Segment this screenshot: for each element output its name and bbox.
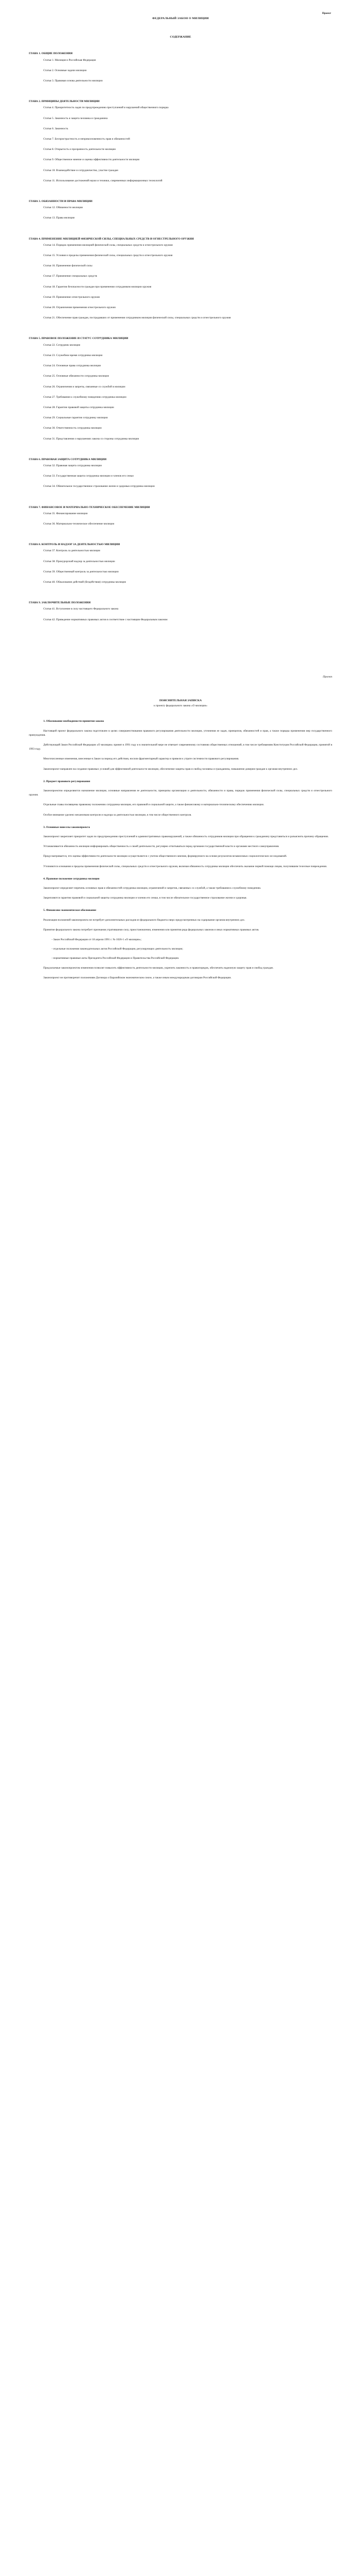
toc-gap: [29, 227, 332, 230]
toc-gap: [29, 628, 332, 631]
toc-article: Статья 12. Обязанности милиции: [43, 206, 83, 210]
explanatory-list-item: - отдельные положения законодательных актов Российской Федерации, регулирующих деятельность милиции;: [52, 947, 183, 951]
toc-article: Статья 37. Контроль за деятельностью милиции: [43, 549, 101, 553]
explanatory-section-heading: 3. Основные новеллы законопроекта: [43, 825, 90, 829]
explanatory-paragraph: Действующий Закон Российской Федерации «О милиции» принят в 1991 году и в значительной мере не отвечает современному состоянию общественных отношений, в том числе требованиям Конституции Российской Федерации, принятой в 1993 году.: [29, 743, 332, 751]
explanatory-section-heading: 4. Правовое положение сотрудника милиции: [43, 877, 100, 880]
toc-article: Статья 31. Представления о нарушениях закона со стороны сотрудника милиции: [43, 437, 139, 440]
signature-label: Проект: [322, 675, 332, 679]
explanatory-list-item: - нормативные правовые акты Президента Российской Федерации и Правительства Российской Федерации.: [52, 957, 179, 960]
toc-article: Статья 22. Сотрудник милиции: [43, 343, 80, 347]
explanatory-section-heading: 2. Предмет правового регулирования: [43, 779, 90, 783]
toc-article: Статья 13. Права милиции: [43, 216, 75, 220]
explanatory-list-item: - Закон Российской Федерации от 18 апреля 1991 г. № 1026-1 «О милиции»;: [52, 938, 142, 942]
toc-article: Статья 8. Открытость и прозрачность деятельности милиции: [43, 148, 116, 151]
explanatory-paragraph: Закрепляются гарантии правовой и социальной защиты сотрудника милиции и членов его семьи, в том числе обязательное государственное страхование жизни и здоровья.: [43, 896, 247, 900]
toc-chapter-heading: ГЛАВА 6. ПРАВОВАЯ ЗАЩИТА СОТРУДНИКА МИЛИЦИИ: [29, 457, 107, 461]
toc-gap: [29, 326, 332, 329]
explanatory-paragraph: Принятие федерального закона потребует признания утратившими силу, приостановления, изменения или принятия ряда федеральных законов и иных нормативных правовых актов.: [43, 928, 259, 931]
toc-article: Статья 25. Основные обязанности сотрудника милиции: [43, 375, 109, 378]
toc-gap: [29, 495, 332, 498]
toc-chapter-heading: ГЛАВА 9. ЗАКЛЮЧИТЕЛЬНЫЕ ПОЛОЖЕНИЯ: [29, 601, 91, 605]
toc-article: Статья 41. Вступление в силу настоящего Федерального закона: [43, 607, 119, 611]
toc-article: Статья 9. Общественное мнение и оценка эффективности деятельности милиции: [43, 158, 140, 162]
toc-article: Статья 18. Гарантии безопасности граждан при применении сотрудником милиции оружия: [43, 285, 152, 289]
toc-chapter-heading: ГЛАВА 4. ПРИМЕНЕНИЕ МИЛИЦИЕЙ ФИЗИЧЕСКОЙ СИЛЫ, СПЕЦИАЛЬНЫХ СРЕДСТВ И ОГНЕСТРЕЛЬНОГО ОРУЖИЯ: [29, 237, 194, 241]
toc-gap: [29, 590, 332, 594]
toc-gap: [29, 532, 332, 535]
explanatory-paragraph: Предусматривается, что оценка эффективности деятельности милиции осуществляется с учетом общественного мнения, формируемого на основе результатов независимых социологических исследований.: [43, 855, 287, 858]
explanatory-paragraph: Настоящий проект федерального закона подготовлен в целях совершенствования правового регулирования деятельности милиции, уточнения ее задач, принципов, обязанностей и прав, а также порядка применения мер государственного принуждения.: [29, 729, 332, 737]
explanatory-paragraph: Законопроектом определяются назначение милиции, основные направления ее деятельности, принципы организации и деятельности, обязанности и права, порядок применения физической силы, специальных средств и огнестрельного оружия.: [29, 789, 332, 797]
explanatory-paragraph: Законопроект направлен на создание правовых условий для эффективной деятельности милиции, обеспечение защиты прав и свобод человека и гражданина, повышение доверия граждан к органам внутренних дел.: [43, 767, 298, 771]
toc-article: Статья 10. Взаимодействие и сотрудничество, участие граждан: [43, 168, 119, 172]
draft-label: Проект: [322, 12, 331, 15]
explanatory-title: ПОЯСНИТЕЛЬНАЯ ЗАПИСКА: [159, 699, 202, 702]
toc-chapter-heading: ГЛАВА 2. ПРИНЦИПЫ ДЕЯТЕЛЬНОСТИ МИЛИЦИИ: [29, 100, 100, 104]
toc-chapter-heading: ГЛАВА 3. ОБЯЗАННОСТИ И ПРАВА МИЛИЦИИ: [29, 200, 93, 204]
explanatory-paragraph: Законопроект определяет перечень основных прав и обязанностей сотрудника милиции, ограничений и запретов, связанных со службой, а также требования к служебному поведению.: [43, 887, 261, 890]
explanatory-section-heading: 5. Финансово-экономическое обоснование: [43, 909, 96, 912]
toc-article: Статья 7. Беспристрастность и неприкосновенность прав и обязанностей: [43, 138, 130, 141]
toc-article: Статья 1. Милиция и Российская Федерация: [43, 58, 96, 62]
toc-article: Статья 23. Служебное время сотрудника милиции: [43, 353, 103, 357]
explanatory-paragraph: Уточняются основания и пределы применения физической силы, специальных средств и огнестрельного оружия, включая обязанность сотрудника милиции обеспечить оказание первой помощи лицам, получившим телесные повреждения.: [43, 865, 327, 868]
toc-title: СОДЕРЖАНИЕ: [170, 36, 191, 39]
toc-article: Статья 17. Применение специальных средств: [43, 275, 97, 278]
toc-article: Статья 15. Условия и пределы применения физической силы, специальных средств и огнестрельного оружия: [43, 254, 173, 258]
toc-article: Статья 3. Правовая основа деятельности милиции: [43, 79, 103, 83]
explanatory-paragraph: Отдельные главы посвящены правовому положению сотрудника милиции, его правовой и социальной защите, а также финансовому и материально-техническому обеспечению милиции.: [43, 803, 265, 807]
toc-article: Статья 19. Применение огнестрельного оружия: [43, 295, 100, 299]
explanatory-closing-paragraph: Законопроект не противоречит положениям Договора о Евразийском экономическом союзе, а также иным международным договорам Российской Федерации.: [43, 976, 232, 979]
toc-article: Статья 34. Обязательное государственное страхование жизни и здоровья сотрудника милиции: [43, 485, 155, 488]
toc-article: Статья 2. Основные задачи милиции: [43, 69, 87, 72]
toc-article: Статья 4. Приоритетность задач по предупреждению преступлений и нарушений общественного порядка: [43, 106, 169, 110]
toc-article: Статья 5. Законность и защита человека и гражданина: [43, 116, 108, 120]
toc-gap: [29, 447, 332, 450]
explanatory-section-heading: 1. Обоснование необходимости принятия закона: [43, 720, 104, 723]
toc-article: Статья 24. Основные права сотрудника милиции: [43, 364, 101, 368]
toc-article: Статья 32. Правовая защита сотрудника милиции: [43, 464, 102, 467]
toc-article: Статья 39. Общественный контроль за деятельностью милиции: [43, 570, 119, 573]
toc-chapter-heading: ГЛАВА 5. ПРАВОВОЕ ПОЛОЖЕНИЕ И СТАТУС СОТРУДНИКА МИЛИЦИИ: [29, 337, 128, 341]
toc-article: Статья 26. Ограничения и запреты, связанные со службой в милиции: [43, 385, 125, 388]
toc-article: Статья 40. Обжалование действий (бездействия) сотрудника милиции: [43, 580, 126, 584]
toc-article: Статья 27. Требования к служебному поведению сотрудника милиции: [43, 395, 126, 399]
toc-article: Статья 35. Финансирование милиции: [43, 512, 88, 515]
toc-gap: [29, 189, 332, 192]
toc-article: Статья 20. Ограничения применения огнестрельного оружия: [43, 306, 116, 310]
toc-article: Статья 16. Применение физической силы: [43, 264, 92, 268]
toc-article: Статья 14. Порядок применения милицией физической силы, специальных средств и огнестрельного оружия: [43, 243, 173, 247]
explanatory-paragraph: Законопроект закрепляет приоритет задач по предупреждению преступлений и административных правонарушений, а также обязанность сотрудников милиции при обращении к гражданину представиться и разъяснить причину обращения.: [43, 835, 329, 839]
explanatory-paragraph: Реализация положений законопроекта не потребует дополнительных расходов из федерального бюджета сверх предусмотренных на содержание органов внутренних дел.: [43, 918, 245, 922]
toc-article: Статья 42. Приведение нормативных правовых актов в соответствие с настоящим Федеральным законом: [43, 618, 168, 621]
explanatory-paragraph: Устанавливается обязанность милиции информировать общественность о своей деятельности, регулярно отчитываться перед органами государственной власти и органами местного самоуправления.: [43, 845, 280, 849]
toc-article: Статья 29. Социальные гарантии сотруднику милиции: [43, 416, 108, 420]
toc-article: Статья 11. Использование достижений науки и техники, современных информационных технологий: [43, 179, 162, 182]
toc-article: Статья 33. Государственная защита сотрудника милиции и членов его семьи: [43, 474, 134, 478]
toc-chapter-heading: ГЛАВА 1. ОБЩИЕ ПОЛОЖЕНИЯ: [29, 52, 73, 56]
explanatory-subtitle: к проекту федерального закона «О милиции»: [154, 704, 207, 708]
toc-article: Статья 21. Обеспечение прав граждан, пострадавших от применения сотрудником милиции физической силы, специальных средств и огнестрельного оружия: [43, 316, 231, 320]
toc-chapter-heading: ГЛАВА 7. ФИНАНСОВОЕ И МАТЕРИАЛЬНО-ТЕХНИЧЕСКОЕ ОБЕСПЕЧЕНИЕ МИЛИЦИИ: [29, 505, 150, 509]
toc-article: Статья 30. Ответственность сотрудника милиции: [43, 427, 102, 430]
explanatory-paragraph: Многочисленные изменения, внесенные в Закон за период его действия, носили фрагментарный характер и привели к утрате системности правового регулирования.: [43, 757, 239, 761]
toc-article: Статья 38. Прокурорский надзор за деятельностью милиции: [43, 560, 115, 563]
explanatory-closing-paragraph: Предлагаемые законопроектом изменения позволят повысить эффективность деятельности милиции, укрепить законность и правопорядок, обеспечить надежную защиту прав и свобод граждан.: [43, 966, 274, 970]
toc-gap: [29, 89, 332, 92]
law-title: ФЕДЕРАЛЬНЫЙ ЗАКОН О МИЛИЦИИ: [152, 17, 209, 20]
toc-article: Статья 36. Материально-техническое обеспечение милиции: [43, 522, 114, 526]
table-of-contents: [29, 52, 332, 631]
explanatory-body: [29, 719, 332, 980]
toc-article: Статья 28. Гарантии правовой защиты сотрудника милиции: [43, 405, 114, 409]
toc-article: Статья 6. Законность: [43, 127, 69, 130]
toc-chapter-heading: ГЛАВА 8. КОНТРОЛЬ И НАДЗОР ЗА ДЕЯТЕЛЬНОСТЬЮ МИЛИЦИИ: [29, 543, 120, 547]
explanatory-paragraph: Особое внимание уделено механизмам контроля и надзора за деятельностью милиции, в том числе общественного контроля.: [43, 813, 192, 817]
